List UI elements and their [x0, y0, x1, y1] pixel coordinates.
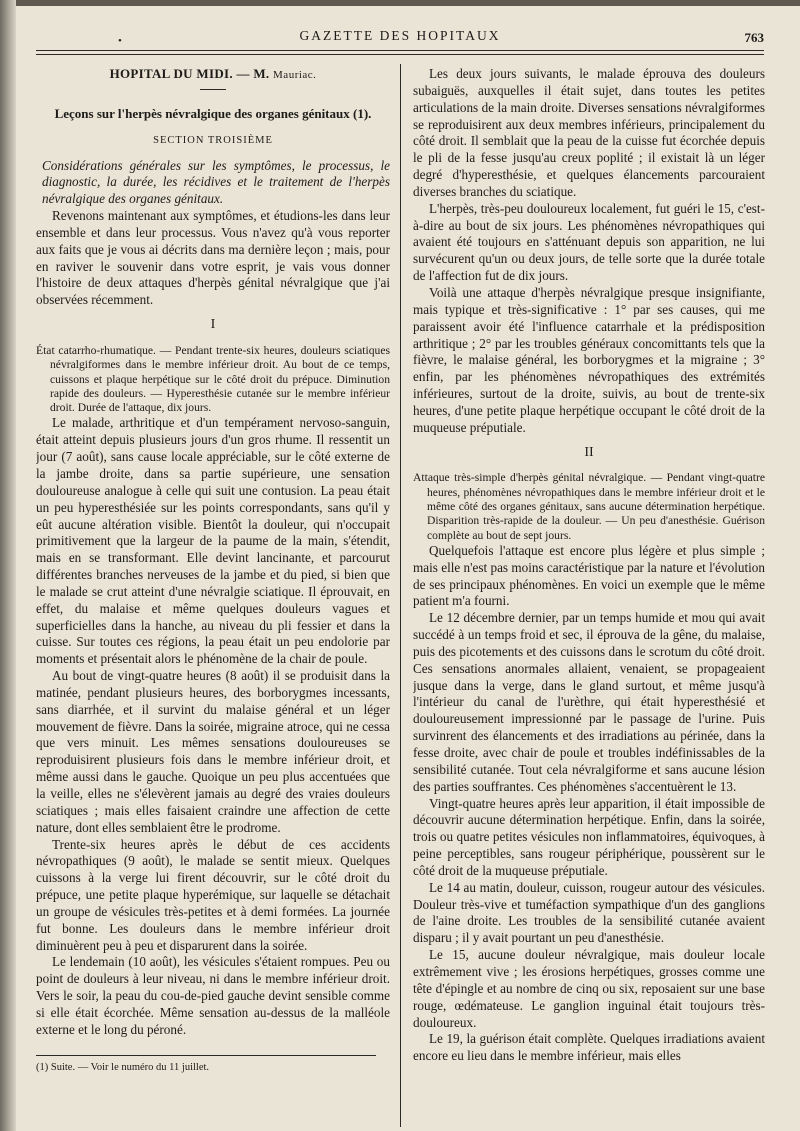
paragraph-6: L'herpès, très-peu douloureux localement, fut guéri le 15, c'est-à-dire au bout de six jours. Les phénomènes névropathiques qui avaient été toujours en s'atténuant depuis son apparition, ne lui survécurent qu'un ou deux jours, de telle sorte que la durée totale de l'affection fut de dix jours.: [413, 200, 765, 284]
part-summary-1: [36, 344, 390, 415]
section-label: SECTION TROISIÈME: [153, 134, 273, 146]
footnote-rule: [36, 1055, 376, 1056]
part-summary-1-text: État catarrho-rhumatique. — Pendant trente-six heures, douleurs sciatiques névralgiformes dans le membre inférieur droit. Au bout de ce temps, cuissons et plaque herpétique sur le côté droit du prépuce. Diminution rapide des douleurs. — Hyperesthésie cutanée sur le membre inférieur droit. Durée de l'attaque, dix jours.: [36, 343, 390, 415]
paragraph-8: Quelquefois l'attaque est encore plus légère et plus simple ; mais elle n'est pas moins caractéristique par la nature et l'évolution de ses principaux phénomènes. En voici un exemple que le même patient m'a fourni.: [413, 542, 765, 609]
running-title: GAZETTE DES HOPITAUX: [299, 28, 501, 43]
page-binding-shadow: [0, 0, 16, 1131]
paragraph-1: Le malade, arthritique et d'un tempérament nervoso-sanguin, était atteint depuis plusieurs jours d'un gros rhume. Il ressentit un jour (7 août), sans cause locale appréciable, sur le côté externe de la jambe droite, dans sa partie supérieure, une sensation douloureuse analogue à celle qui suit une contusion. La peau était un peu hyperesthésiée sur les points correspondants, sans qu'il y eût aucune altération visible. Bientôt la douleur, qui n'occupait primitivement que la largeur de la paume de la main, s'étendit, mais en se transformant. Elle devint lancinante, et parcourut différentes branches nerveuses de la jambe et du pied, si bien que le malade se crut atteint d'une névralgie sciatique. Il éprouvait, en effet, du malaise et même quelques douleurs vagues et superficielles dans la hanche, au niveau du pli fessier et dans la cuisse. Sur toutes ces régions, la peau était un peu endolorie par moments et présentait alors le phénomène de la chair de poule.: [36, 415, 390, 667]
author-name: Mauriac.: [273, 69, 317, 81]
header-bullet: •: [118, 35, 122, 47]
header-rule-top: [36, 50, 764, 51]
paragraph-7: Voilà une attaque d'herpès névralgique presque insignifiante, mais typique et très-significative : 1° par ses causes, qui me paraissent avoir été l'influence catarrhale et la prédisposition arthritique ; 2° par les troubles généraux concomittants tels que la fièvre, le malaise général, les borborygmes et la migraine ; 3° enfin, par les phénomènes névropathiques des extrémités inférieures, surtout de la droite, suivis, au bout de trente-six heures, d'une petite plaque herpétique occupant le côté droit de la muqueuse préputiale.: [413, 284, 765, 435]
part-numeral-2: II: [584, 444, 594, 460]
right-column: [413, 66, 765, 1126]
paragraph-11: Le 14 au matin, douleur, cuisson, rougeur autour des vésicules. Douleur très-vive et tuméfaction sympathique d'un des ganglions de l'aine droite. Les troubles de la sensibilité cutanée avaient disparu ; il y avait pourtant un peu d'anesthésie.: [413, 879, 765, 946]
header-rule-bottom: [36, 54, 764, 55]
paragraph-4: Le lendemain (10 août), les vésicules s'étaient rompues. Peu ou point de douleurs à leur niveau, ni dans le membre inférieur droit. Vers le soir, la peau du cou-de-pied gauche devint sensible comme si elle était écorchée. Même sensation au-dessus de la malléole externe et le long du péroné.: [36, 954, 390, 1037]
hospital-heading: [36, 66, 390, 84]
paragraph-10: Vingt-quatre heures après leur apparition, il était impossible de découvrir aucune détermination herpétique. Enfin, dans la soirée, trois ou quatre petites vésicules non inflammatoires, équivoques, à peine perceptibles, sans rougeur périphérique, poussèrent sur le côté droit de la muqueuse préputiale.: [413, 795, 765, 878]
paragraph-2: Au bout de vingt-quatre heures (8 août) il se produisit dans la matinée, pendant plusieurs heures, des borborygmes incessants, sans diarrhée, et il survint du malaise général et un léger mouvement de fièvre. Dans la soirée, migraine atroce, qui ne cessa que vers minuit. Les mêmes sensations douloureuses se reproduisirent plusieurs fois dans le membre inférieur droit, et même aussi dans le gauche. Quoique un peu plus accentuées que la veille, elles ne s'élevèrent jamais au degré des vraies douleurs sciatiques ; mais elles faisaient craindre une affection de cette nature, dont elles semblaient être le prodrome.: [36, 668, 390, 835]
paragraph-3: Trente-six heures après le début de ces accidents névropathiques (9 août), le malade se sentit mieux. Quelques cuissons à la verge lui firent découvrir, sur le côté droit du prépuce, une petite plaque hyperémique, sur laquelle se détachait un groupe de vésicules très-petites et à demi formées. La journée fut bonne. Les douleurs dans le membre inférieur droit diminuèrent peu à peu et disparurent dans la soirée.: [36, 836, 390, 953]
paragraph-12: Le 15, aucune douleur névralgique, mais douleur locale extrêmement vive ; les érosions herpétiques, grosses comme une tête d'épingle et au nombre de cinq ou six, reposaient sur une base rouge, œdémateuse. Le ganglion inguinal était toujours très-douloureux.: [413, 947, 765, 1030]
section-subtitle: Considérations générales sur les symptômes, le processus, le diagnostic, la durée, les récidives et le traitement de l'herpès névralgique des organes génitaux.: [42, 157, 390, 207]
part-summary-2: [413, 471, 765, 542]
paragraph-5: Les deux jours suivants, le malade éprouva des douleurs subaiguës, auxquelles il était sujet, dans toutes les petites articulations de la main droite. Diverses sensations névralgiformes se reproduisirent aux deux membres inférieurs, principalement du côté droit. Il semblait que la peau de la cuisse fut écorchée depuis le pli de la fesse jusqu'au creux poplité ; il existait là un léger degré d'hyperesthésie, et quelques élancements parcouraient diverses branches du sciatique.: [413, 66, 765, 199]
paragraph-13: Le 19, la guérison était complète. Quelques irradiations avaient encore eu lieu dans le membre inférieur, mais elles: [413, 1031, 765, 1064]
footnote: (1) Suite. — Voir le numéro du 11 juillet.: [36, 1061, 210, 1073]
hospital-name: HOPITAL DU MIDI. — M.: [109, 66, 270, 81]
part-numeral-1: I: [210, 317, 216, 333]
paragraph-intro: Revenons maintenant aux symptômes, et étudions-les dans leur ensemble et dans leur processus. Vous n'avez qu'à vous reporter aux faits que je vous ai décrits dans ma dernière leçon ; mais, pour en raviver le souvenir dans votre esprit, je vais vous donner l'histoire de deux attaques d'herpès génital névralgique que j'ai observées récemment.: [36, 208, 390, 308]
lecture-title: Leçons sur l'herpès névralgique des organes génitaux (1).: [54, 105, 372, 121]
part-summary-2-text: Attaque très-simple d'herpès génital névralgique. — Pendant vingt-quatre heures, phénomènes névropathiques dans le membre inférieur droit et le même côté des organes génitaux, sans aucune détermination herpétique. Disparition très-rapide de la douleur. — Un peu d'anesthésie. Guérison complète au bout de sept jours.: [413, 471, 765, 542]
page-number: 763: [744, 30, 764, 45]
paragraph-9: Le 12 décembre dernier, par un temps humide et mou qui avait succédé à un temps froid et sec, il éprouva de la gêne, du malaise, puis des picotements et des cuissons dans le scrotum du côté droit. Ces sensations anormales allaient, venaient, se propageaient jusque dans la verge, dans le gland surtout, et même jusqu'à l'intérieur du canal de l'urèthre, qui était hyperesthésié et douloureusement impressionné par le passage de l'urine. Puis survinrent des élancements et des irradiations au périnée, dans la fesse droite, avec chair de poule et troubles indéfinissables de la sensibilité cutanée. Tout cela névralgiforme et sans aucune lésion des parties souffrantes. Ces phénomènes s'accentuèrent le 13.: [413, 610, 765, 794]
left-column: [36, 66, 390, 1126]
heading-separator: [200, 89, 226, 90]
scan-top-edge: [0, 0, 800, 6]
column-divider: [400, 64, 401, 1127]
